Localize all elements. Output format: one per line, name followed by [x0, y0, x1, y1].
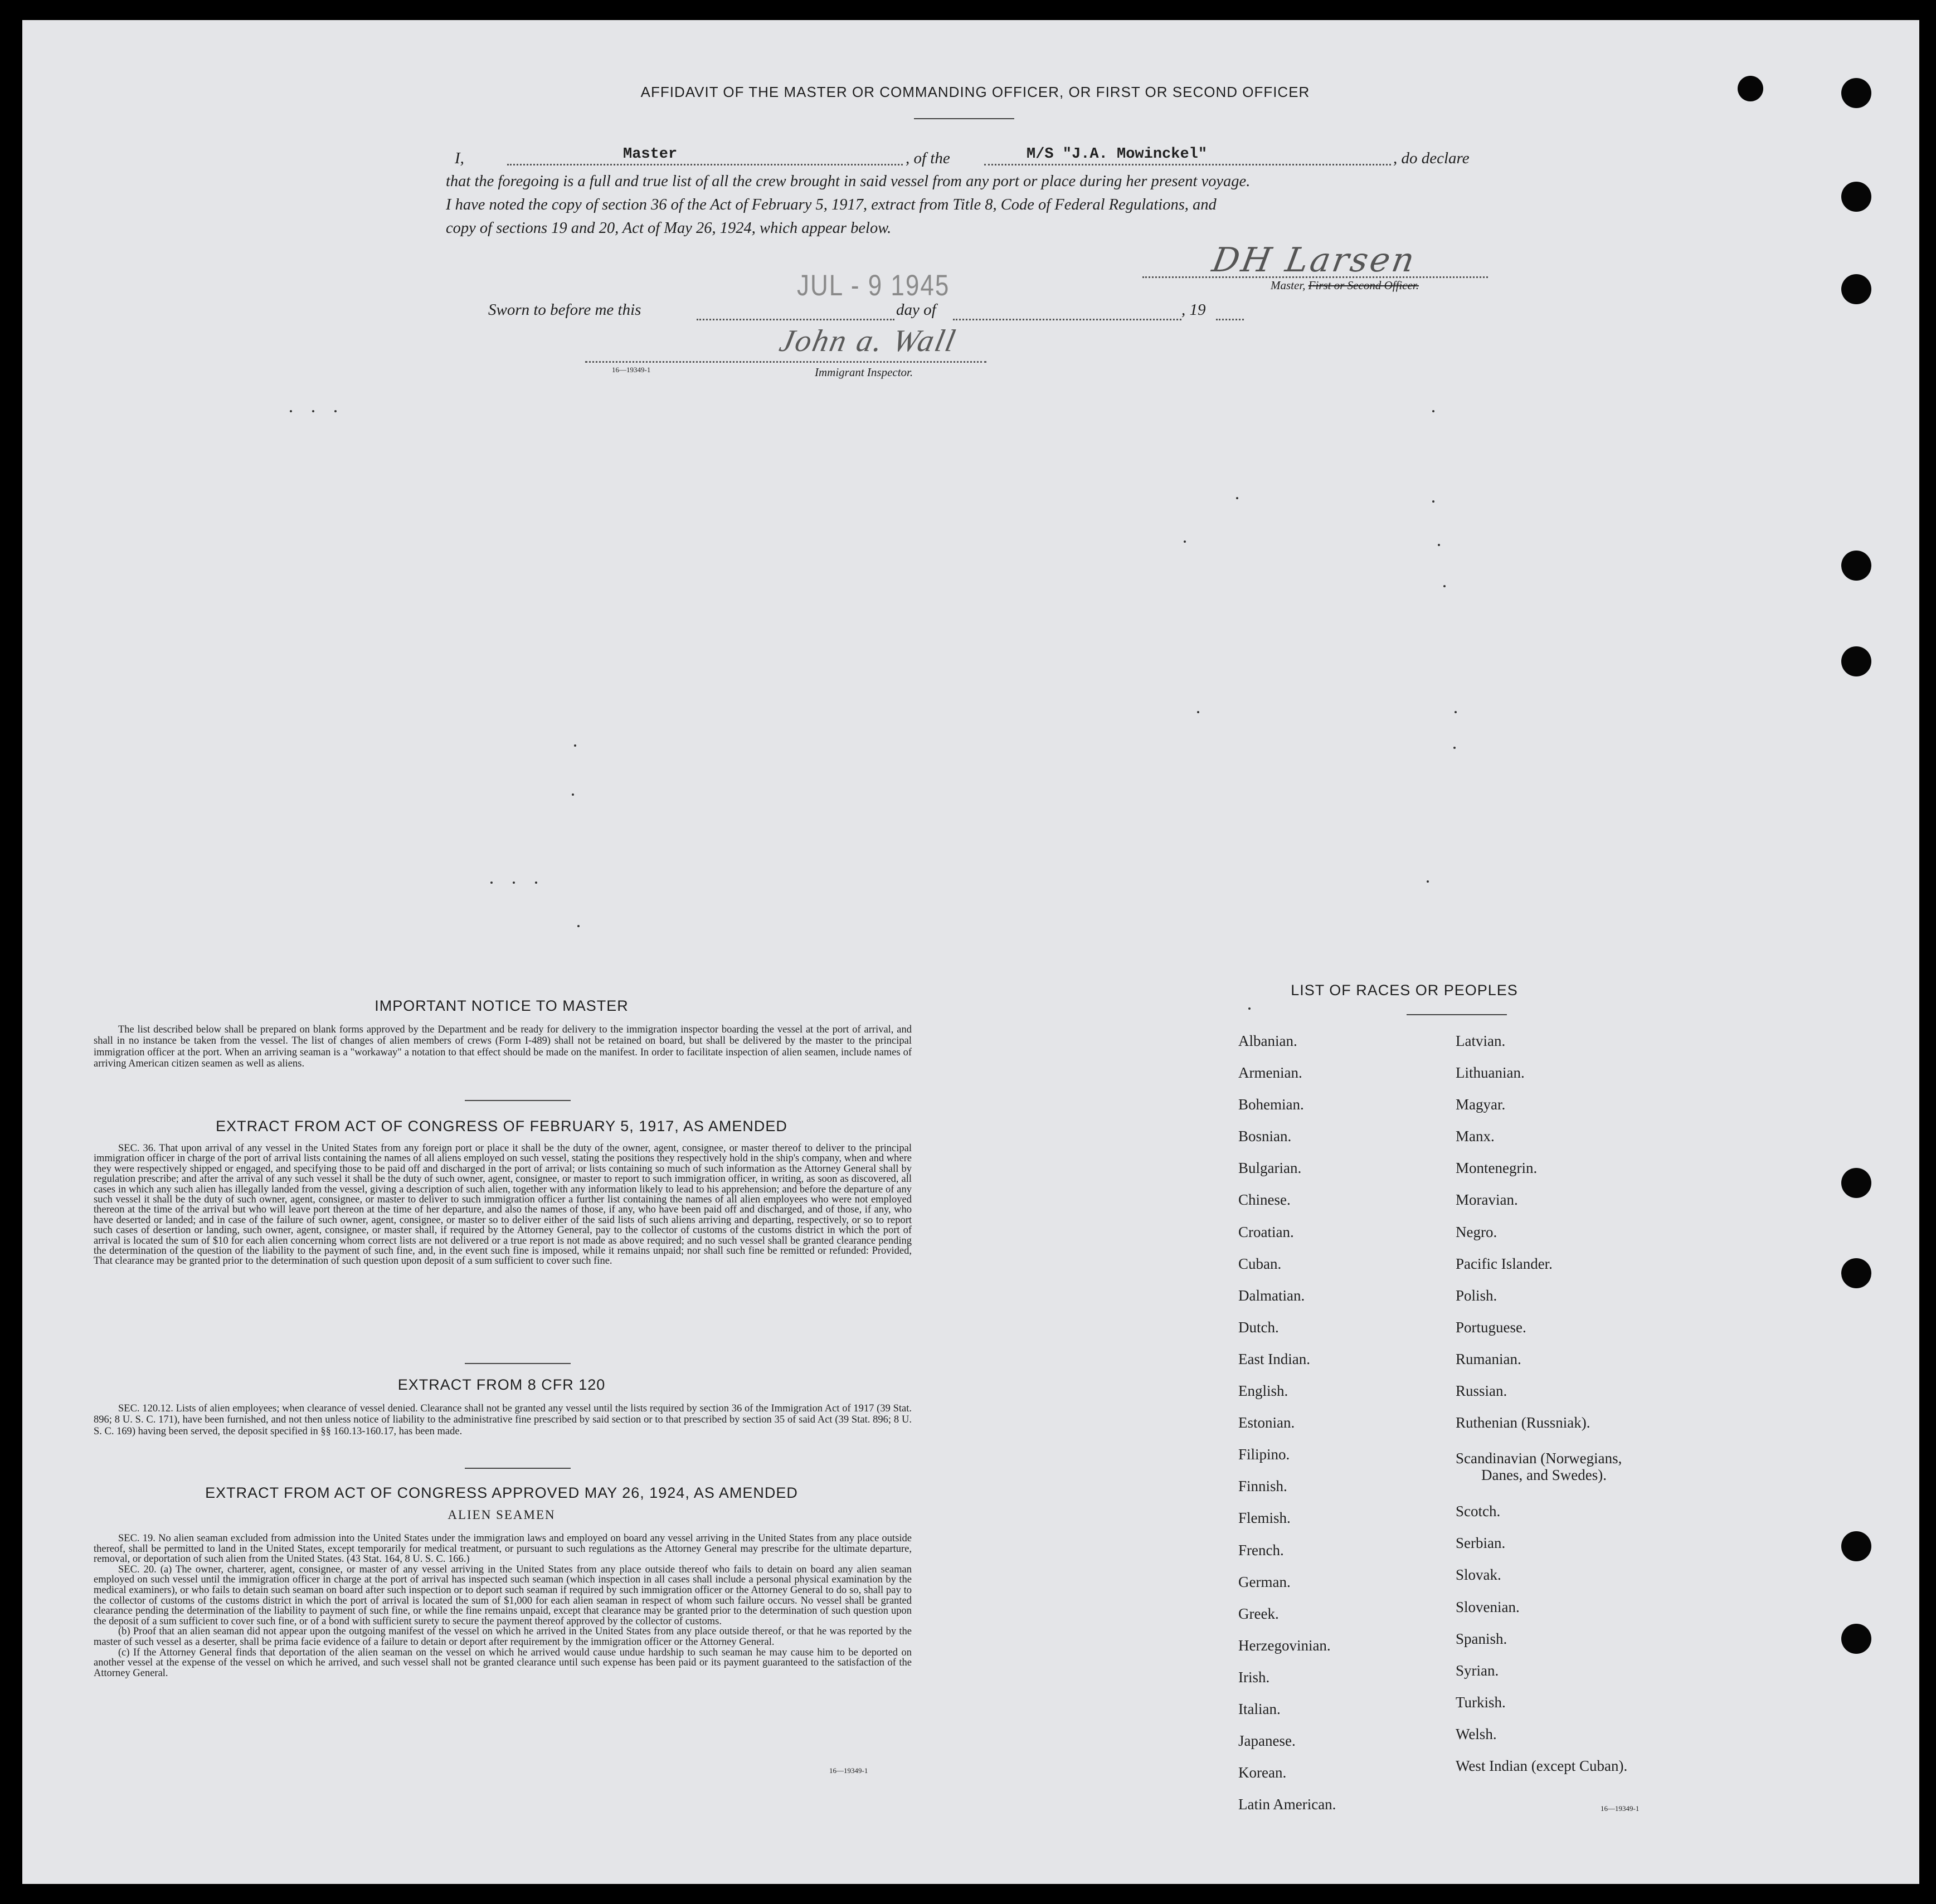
speck — [1438, 544, 1440, 546]
affidavit-i-label: I, — [455, 149, 464, 167]
form-number: 16—19349-1 — [1601, 1804, 1640, 1813]
section-20c-paragraph: (c) If the Attorney General finds that deportation of the alien seaman on the vessel on which he arrived would cause undue hardship to such seaman he may cause him to be deported on another vessel at the expense of the vessel on which he arrived, and such vessel shall not be granted clearance until such expense has been paid or its payment guaranteed to the satisfaction of the Attorney General. — [94, 1647, 912, 1679]
speck — [574, 744, 576, 747]
vessel-name-value: M/S "J.A. Mowinckel" — [1027, 146, 1208, 163]
declaration-line-4: copy of sections 19 and 20, Act of May 26, 1924, which appear below. — [446, 220, 892, 237]
of-the-label: , of the — [906, 149, 950, 167]
race-item: Rumanian. — [1456, 1350, 1521, 1367]
punch-hole — [1841, 1531, 1871, 1561]
section-20b-paragraph: (b) Proof that an alien seaman did not appear upon the outgoing manifest of the vessel on which he arrived in the United States from any place outside thereof, or that he was reported by the master of such vessel as a deserter, shall be prima facie evidence of a failure to detain or deport after requirement by the immigration officer or the Attorney General. — [94, 1626, 912, 1648]
extract-1917-title: EXTRACT FROM ACT OF CONGRESS OF FEBRUARY 5, 1917, AS AMENDED — [216, 1118, 787, 1134]
race-item: English. — [1238, 1382, 1288, 1400]
race-item: Filipino. — [1238, 1446, 1290, 1463]
alien-seamen-subtitle: ALIEN SEAMEN — [447, 1508, 556, 1522]
extract-1924-title: EXTRACT FROM ACT OF CONGRESS APPROVED MAY 26, 1924, AS AMENDED — [205, 1484, 798, 1501]
punch-hole — [1841, 182, 1871, 212]
speck — [1432, 410, 1434, 412]
extract-1924-text — [94, 1533, 912, 1678]
race-item: Montenegrin. — [1456, 1160, 1538, 1177]
divider — [465, 1468, 571, 1469]
section-36-paragraph: SEC. 36. That upon arrival of any vessel in the United States from any foreign port or place it shall be the duty of the owner, agent, consignee, or master thereof to deliver to the principal immigration officer in charge of the port of arrival lists containing the names of all aliens employed on such vessel, stating the positions they respectively hold in the ship's company, when and where they were respectively shipped or engaged, and specifying those to be paid off and discharged in the port of arrival; or lists containing so much of such information as the Attorney General shall by regulation prescribe; and after the arrival of any such vessel it shall be the duty of such owner, agent, consignee, or master to report to such immigration officer, in writing, as soon as discovered, all cases in which any such alien has illegally landed from the vessel, giving a description of such alien, together with any information likely to lead to his apprehension; and before the departure of any such vessel it shall be the duty of such owner, agent, consignee, or master to deliver to such immigration officer a further list containing the names of all alien employees who were not employed thereon at the time of the arrival but who will leave port thereon at the time of her departure, and also the names of those, if any, who have been paid off and discharged, and of those, if any, who have deserted or landed; and in case of the failure of such owner, agent, consignee, or master so to deliver either of the said lists of such aliens arriving and departing, respectively, or so to report such cases of desertion or landing, such owner, agent, consignee, or master shall, if required by the Attorney General, pay to the collector of customs of the customs district in which the port of arrival is located the sum of $10 for each alien concerning whom correct lists are not delivered or a true report is not made as above required; and no such vessel shall be granted clearance pending the determination of the question of the liability to the payment of such fine, and, in the event such fine is imposed, while it remains unpaid; nor shall such fine be remitted or refunded: Provided, That clearance may be granted prior to the determination of such question upon deposit of a sum sufficient to cover such fine. — [94, 1143, 912, 1267]
race-item: Japanese. — [1238, 1732, 1296, 1750]
race-item: Moravian. — [1456, 1191, 1518, 1209]
notice-text — [94, 1024, 912, 1069]
race-item: Manx. — [1456, 1128, 1495, 1145]
speck — [572, 793, 574, 796]
race-item: Albanian. — [1238, 1033, 1297, 1049]
inspector-caption: Immigrant Inspector. — [815, 366, 913, 379]
divider — [465, 1100, 571, 1101]
section-20a-paragraph: SEC. 20. (a) The owner, charterer, agent, consignee, or master of any vessel arriving in the United States from any place outside thereof who fails to detain on board any alien seaman employed on such vessel until the immigration officer in charge at the port of arrival has inspected such seaman (which inspection in all cases shall include a personal physical examination by the medical examiners), or who fails to detain such seaman on board after such inspection or to deport such seaman if required by such immigration officer or the Attorney General to do so, shall pay to the collector of customs of the customs district in which the port of arrival is located the sum of $1,000 for each alien seaman in respect of whom such failure occurs. No vessel shall be granted clearance pending the determination of the liability to payment of such fine, or while the fine remains unpaid, except that clearance may be granted prior to the determination of such question upon the deposit of a sum sufficient to cover such fine, or of a bond with sufficient surety to secure the payment thereof approved by the collector of customs. — [94, 1564, 912, 1627]
day-field-line — [697, 305, 894, 320]
race-item: Dutch. — [1238, 1318, 1279, 1336]
form-number: 16—19349-1 — [612, 366, 651, 374]
race-item: German. — [1238, 1573, 1291, 1590]
race-item: West Indian (except Cuban). — [1456, 1757, 1628, 1774]
speck — [1427, 880, 1429, 883]
race-item: Cuban. — [1238, 1255, 1282, 1272]
speck — [1455, 711, 1457, 713]
speck — [535, 882, 537, 884]
sworn-label: Sworn to before me this — [488, 301, 641, 319]
speck — [1443, 585, 1446, 587]
divider — [465, 1363, 571, 1364]
extract-1917-text — [94, 1143, 912, 1267]
section-19-paragraph: SEC. 19. No alien seaman excluded from admission into the United States under the immigration laws and employed on board any vessel arriving in the United States from any place outside thereof, shall be permitted to land in the United States, except temporarily for medical treatment, or pursuant to such regulations as the Attorney General may prescribe for the ultimate departure, removal, or deportation of such alien from the United States. (43 Stat. 164, 8 U. S. C. 166.) — [94, 1533, 912, 1565]
race-item: Latvian. — [1456, 1033, 1506, 1049]
race-item: Magyar. — [1456, 1096, 1506, 1113]
speck — [513, 882, 515, 884]
race-item: Herzegovinian. — [1238, 1637, 1331, 1654]
speck — [1197, 711, 1199, 713]
race-item: Dalmatian. — [1238, 1287, 1305, 1304]
race-item: Ruthenian (Russniak). — [1456, 1414, 1590, 1431]
race-item: Scotch. — [1456, 1503, 1501, 1520]
affidavit-title: AFFIDAVIT OF THE MASTER OR COMMANDING OFFICER, OR FIRST OR SECOND OFFICER — [640, 84, 1310, 100]
month-field-line — [953, 305, 1181, 320]
race-item-scandinavian — [1456, 1439, 1627, 1496]
extract-cfr-title: EXTRACT FROM 8 CFR 120 — [397, 1376, 606, 1393]
race-item: Lithuanian. — [1456, 1064, 1525, 1082]
race-item: East Indian. — [1238, 1350, 1310, 1367]
year-label: , 19 — [1181, 301, 1206, 319]
race-item: Korean. — [1238, 1764, 1287, 1781]
punch-hole — [1738, 76, 1763, 101]
race-item: French. — [1238, 1541, 1284, 1559]
do-declare-label: , do declare — [1393, 149, 1470, 167]
declaration-line-3: I have noted the copy of section 36 of the Act of February 5, 1917, extract from Title 8, Code of Federal Regulations, and — [446, 196, 1217, 213]
divider — [1407, 1014, 1507, 1015]
form-number: 16—19349-1 — [829, 1766, 868, 1775]
punch-hole — [1841, 78, 1871, 108]
race-item: Polish. — [1456, 1287, 1497, 1304]
races-title: LIST OF RACES OR PEOPLES — [1291, 982, 1518, 999]
notice-paragraph: The list described below shall be prepared on blank forms approved by the Department and be ready for delivery to the immigration inspector boarding the vessel at the port of arrival, and shall in no instance be taken from the vessel. The list of changes of alien members of crews (Form I-489) shall not be retained on board, but shall be delivered by the master to the principal immigration officer at the port. When an arriving seaman is a "workaway" a notation to that effect should be made on the manifest. In order to facilitate inspection of alien seamen, include names of arriving American citizen seamen as well as aliens. — [94, 1024, 912, 1069]
punch-hole — [1841, 274, 1871, 304]
punch-hole — [1841, 1624, 1871, 1654]
inspector-signature-line — [585, 351, 986, 363]
punch-hole — [1841, 551, 1871, 581]
punch-hole — [1841, 1168, 1871, 1198]
speck — [312, 410, 314, 412]
race-item: Bohemian. — [1238, 1096, 1304, 1113]
extract-cfr-text — [94, 1403, 912, 1437]
struck-caption: First or Second Officer. — [1308, 279, 1419, 292]
race-item: Armenian. — [1238, 1064, 1302, 1082]
race-item: Turkish. — [1456, 1693, 1506, 1711]
race-item: Bulgarian. — [1238, 1160, 1302, 1177]
inspector-signature: John a. Wall — [776, 324, 960, 358]
speck — [1236, 497, 1238, 499]
signature-line — [1142, 263, 1488, 278]
race-item: Irish. — [1238, 1668, 1270, 1686]
punch-hole — [1841, 646, 1871, 676]
declaration-line-2: that the foregoing is a full and true list of all the crew brought in said vessel from any port or place during her present voyage. — [446, 173, 1251, 190]
speck — [290, 410, 292, 412]
year-field-line — [1216, 305, 1244, 320]
races-left-column — [1238, 1025, 1336, 1820]
signature-caption — [1271, 279, 1419, 293]
race-item: Chinese. — [1238, 1191, 1291, 1209]
races-right-column — [1456, 1025, 1627, 1782]
race-item: Scandinavian (Norwegians, — [1456, 1450, 1622, 1467]
race-item: Welsh. — [1456, 1725, 1497, 1742]
name-field-line — [507, 147, 903, 165]
speck — [490, 882, 493, 884]
race-item: Negro. — [1456, 1223, 1497, 1240]
race-item: Finnish. — [1238, 1478, 1287, 1495]
speck — [577, 925, 580, 927]
race-item: Estonian. — [1238, 1414, 1295, 1431]
notice-title: IMPORTANT NOTICE TO MASTER — [374, 997, 629, 1014]
race-item: Pacific Islander. — [1456, 1255, 1553, 1272]
race-item: Latin American. — [1238, 1796, 1336, 1813]
speck — [334, 410, 337, 412]
race-item: Bosnian. — [1238, 1128, 1292, 1145]
date-stamp: JUL - 9 1945 — [797, 269, 950, 302]
master-caption: Master, — [1271, 279, 1306, 292]
race-item-continued: Danes, and Swedes). — [1481, 1467, 1607, 1484]
master-signature: DH Larsen — [1209, 241, 1419, 280]
race-item: Slovenian. — [1456, 1598, 1520, 1615]
punch-hole — [1841, 1258, 1871, 1288]
race-item: Italian. — [1238, 1700, 1281, 1717]
race-item: Spanish. — [1456, 1630, 1507, 1647]
section-120-paragraph: SEC. 120.12. Lists of alien employees; when clearance of vessel denied. Clearance shall not be granted any vessel until the lists required by section 36 of the Immigration Act of 1917 (39 Stat. 896; 8 U. S. C. 171), have been furnished, and not then unless notice of liability to the administrative fine prescribed by said section or to that prescribed by section 35 of said Act (39 Stat. 896; 8 U. S. C. 169) having been served, the deposit specified in §§ 160.13-160.17, has been made. — [94, 1403, 912, 1437]
race-item: Serbian. — [1456, 1535, 1506, 1552]
speck — [1453, 747, 1456, 749]
speck — [1432, 500, 1434, 503]
master-name-value: Master — [623, 146, 678, 163]
speck — [1184, 540, 1186, 543]
race-item: Slovak. — [1456, 1566, 1501, 1584]
race-item: Russian. — [1456, 1382, 1507, 1400]
divider — [914, 118, 1014, 119]
race-item: Croatian. — [1238, 1223, 1294, 1240]
day-of-label: day of — [896, 301, 936, 319]
race-item: Syrian. — [1456, 1662, 1499, 1679]
speck — [1248, 1007, 1251, 1010]
race-item: Flemish. — [1238, 1509, 1291, 1527]
race-item: Portuguese. — [1456, 1318, 1526, 1336]
race-item: Greek. — [1238, 1605, 1279, 1622]
